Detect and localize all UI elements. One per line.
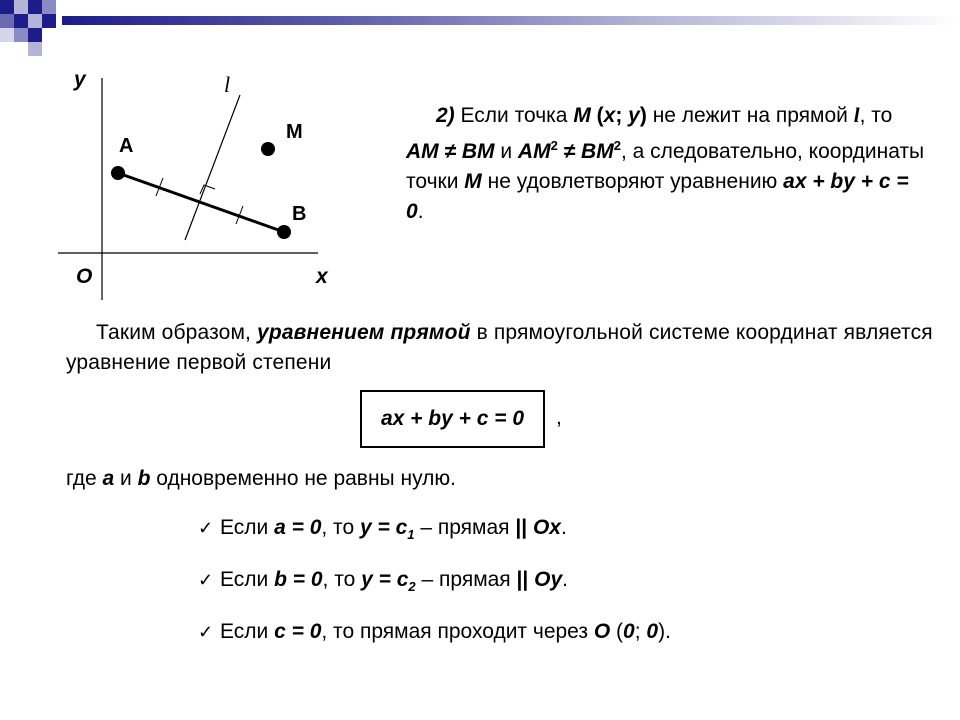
line-l xyxy=(185,95,240,240)
point-a-dot xyxy=(111,166,125,180)
list-item: ✓ Если a = 0, то $y = c_1$ – прямая || Ox. xyxy=(198,513,671,550)
segment-ab xyxy=(118,173,284,232)
right-angle-mark xyxy=(200,185,215,194)
point-m-dot xyxy=(261,142,275,156)
equation-comma: , xyxy=(556,406,562,429)
origin-label: O xyxy=(76,265,93,288)
axis-y-label: y xyxy=(74,68,86,91)
check-icon: ✓ xyxy=(198,622,214,643)
equation-box: ax + by + c = 0 xyxy=(360,390,545,448)
where-line: где a и b одновременно не равны нулю. xyxy=(66,467,456,490)
point-b-label: B xyxy=(292,203,307,225)
list-item: ✓ Если c = 0, то прямая проходит через O (0; 0). xyxy=(198,617,671,647)
point-m-label: M xyxy=(286,121,303,143)
list-item: ✓ Если b = 0, то $y = c_2$ – прямая || Oy. xyxy=(198,565,671,602)
axis-x-label: x xyxy=(316,265,328,288)
paragraph-2: 2) Если точка M (x; y) не лежит на прямой l, то AM ≠ BM и $AM^2 \ne BM^2$, а следовательно, координаты точки M не удовлетворяют уравнению ax + by + c = 0. xyxy=(406,103,925,223)
check-icon: ✓ xyxy=(198,518,214,538)
check-icon: ✓ xyxy=(198,570,214,591)
point-a-label: A xyxy=(119,135,134,157)
bullet-list xyxy=(198,513,671,662)
line-l-label: l xyxy=(224,72,231,97)
main-paragraph: Таким образом, уравнением прямой в прямоугольной системе координат является уравнение первой степени xyxy=(66,321,933,374)
point-b-dot xyxy=(277,225,291,239)
